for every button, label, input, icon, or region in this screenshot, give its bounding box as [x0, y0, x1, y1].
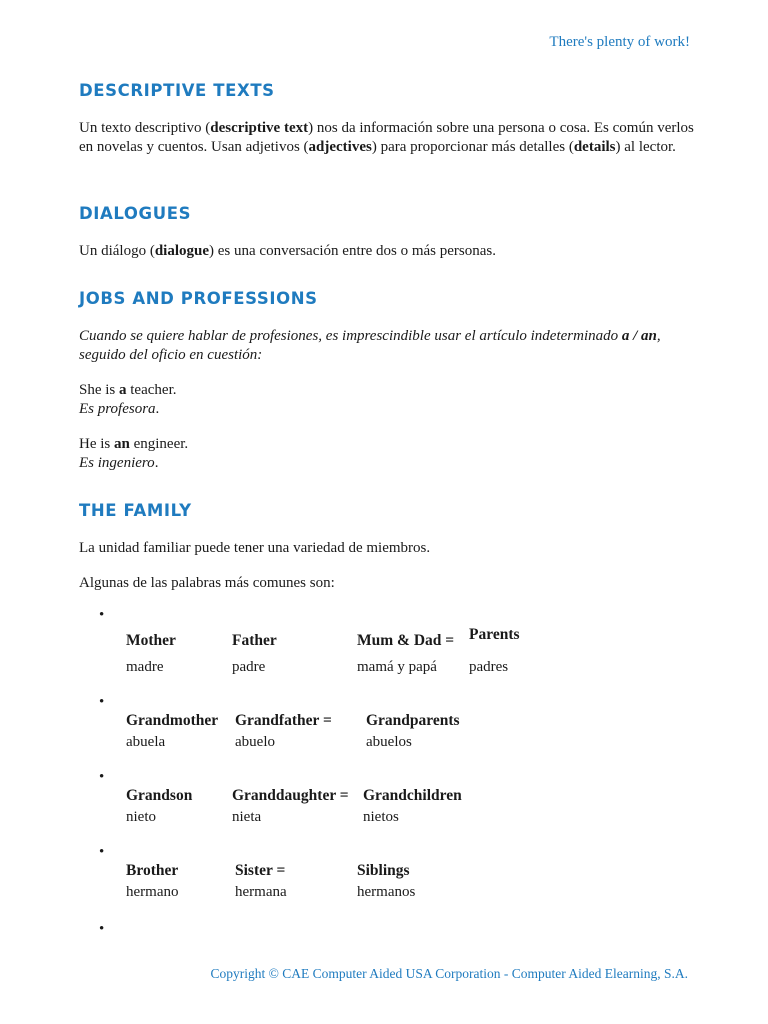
term-sister: Sister = — [235, 862, 286, 879]
paragraph-descriptive: Un texto descriptivo (descriptive text) nos da información sobre una persona o cosa. Es común verlos en novelas y cuentos. Usan adjetivos (adjectives) para proporcionar más detalles (details) al lector. — [79, 120, 694, 155]
translation-padres: padres — [469, 659, 509, 675]
translation-mama-y-papa: mamá y papá — [357, 659, 437, 675]
translation-hermano: hermano — [126, 884, 179, 900]
bullet: • — [99, 607, 105, 623]
paragraph-jobs-intro: Cuando se quiere hablar de profesiones, es imprescindible usar el artículo indeterminado a / an, seguido del oficio en cuestión: — [79, 328, 661, 363]
term-brother: Brother — [126, 862, 179, 879]
term-parents: Parents — [469, 626, 520, 643]
translation-madre: madre — [126, 659, 164, 675]
paragraph-dialogues: Un diálogo (dialogue) es una conversación entre dos o más personas. — [79, 243, 497, 259]
term-grandson: Grandson — [126, 787, 193, 804]
translation-abuela: abuela — [126, 734, 166, 750]
translation-nietos: nietos — [363, 809, 399, 825]
heading-dialogues: DIALOGUES — [79, 204, 192, 223]
translation-padre: padre — [232, 659, 266, 675]
translation-nieto: nieto — [126, 809, 156, 825]
header-tagline: There's plenty of work! — [549, 34, 690, 50]
term-grandfather: Grandfather = — [235, 712, 332, 729]
translation-abuelos: abuelos — [366, 734, 412, 750]
term-grandmother: Grandmother — [126, 712, 219, 729]
term-grandparents: Grandparents — [366, 712, 460, 729]
term-grandchildren: Grandchildren — [363, 787, 462, 804]
paragraph-family-words: Algunas de las palabras más comunes son: — [79, 575, 335, 591]
term-mum-dad: Mum & Dad = — [357, 632, 455, 649]
term-a-an: a / an — [621, 328, 657, 344]
heading-descriptive-texts: DESCRIPTIVE TEXTS — [79, 81, 275, 100]
term-siblings: Siblings — [357, 862, 410, 879]
example-she-teacher: She is a teacher. — [79, 382, 177, 398]
translation-abuelo: abuelo — [235, 734, 275, 750]
translation-hermana: hermana — [235, 884, 287, 900]
term-dialogue: dialogue — [154, 243, 210, 259]
example-he-engineer: He is an engineer. — [79, 436, 189, 452]
translation-hermanos: hermanos — [357, 884, 416, 900]
footer-copyright: Copyright © CAE Computer Aided USA Corporation - Computer Aided Elearning, S.A. — [210, 966, 688, 981]
bullet: • — [99, 694, 105, 710]
example-she-teacher-translation: Es profesora. — [79, 401, 160, 417]
paragraph-family-units: La unidad familiar puede tener una variedad de miembros. — [79, 540, 431, 556]
term-details: details — [573, 139, 616, 155]
bullet: • — [99, 921, 105, 937]
translation-nieta: nieta — [232, 809, 262, 825]
heading-the-family: THE FAMILY — [79, 501, 192, 520]
term-granddaughter: Granddaughter = — [232, 787, 349, 804]
term-descriptive-text: descriptive text — [210, 120, 309, 136]
term-mother: Mother — [126, 632, 176, 649]
example-he-engineer-translation: Es ingeniero. — [79, 455, 159, 471]
bullet: • — [99, 769, 105, 785]
term-father: Father — [232, 632, 277, 649]
heading-jobs-professions: JOBS AND PROFESSIONS — [79, 289, 318, 308]
bullet: • — [99, 844, 105, 860]
term-adjectives: adjectives — [308, 139, 372, 155]
